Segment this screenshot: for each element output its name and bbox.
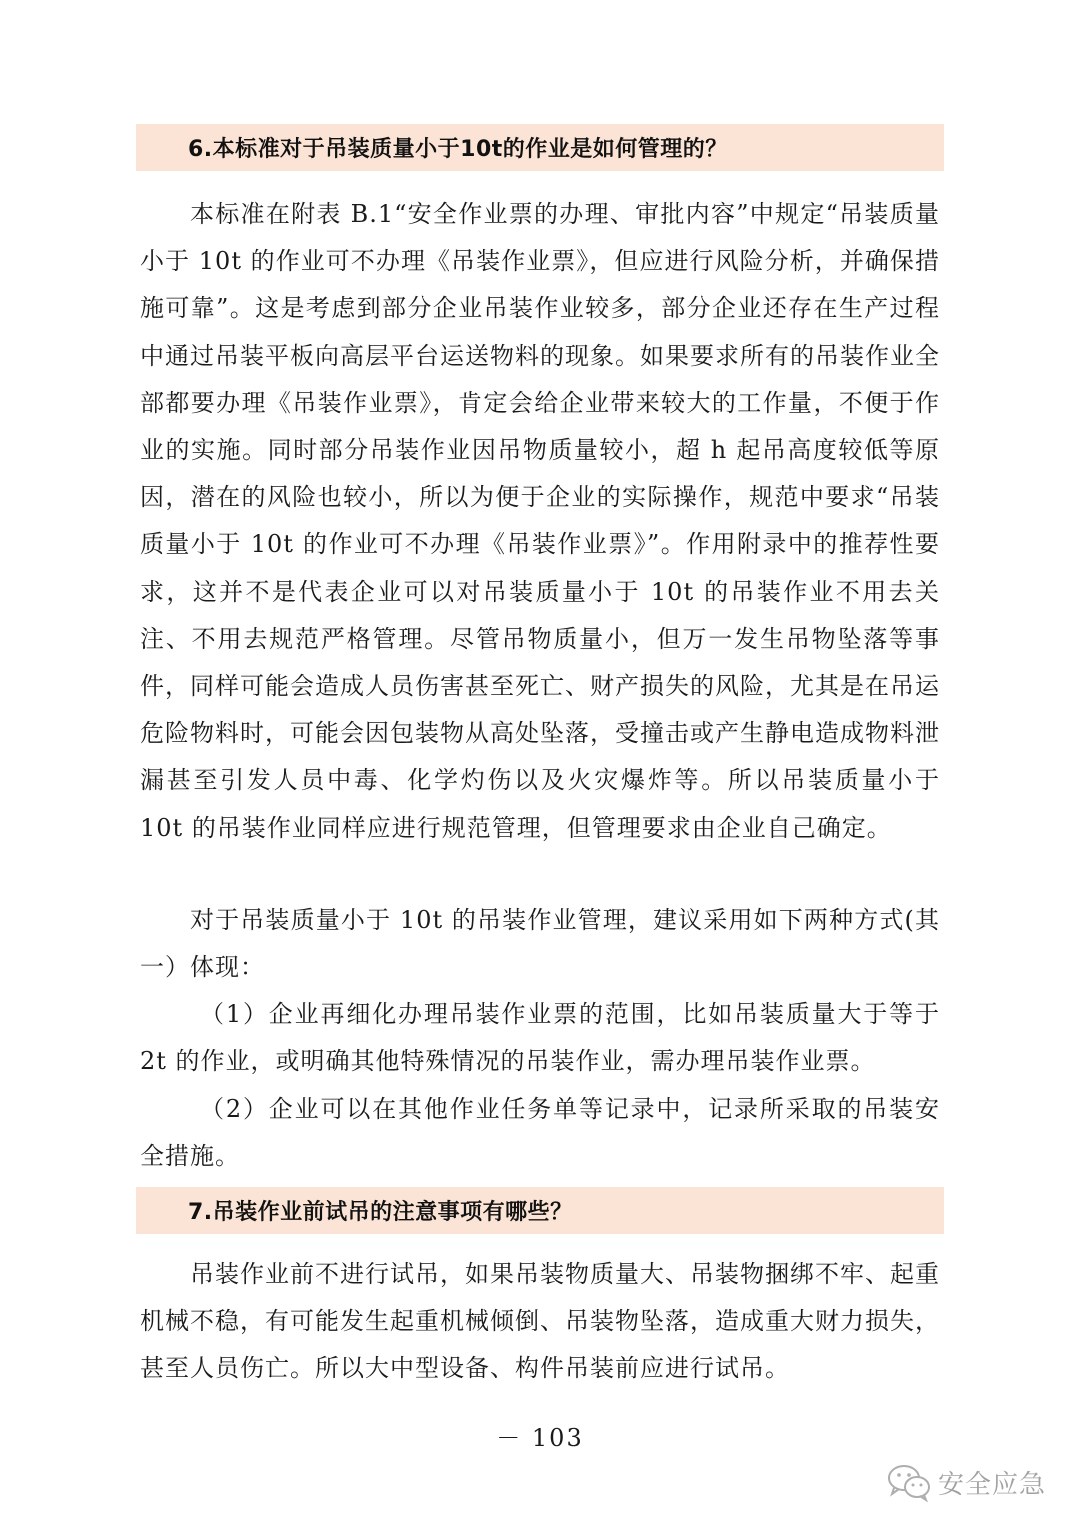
list-item: （2）企业可以在其他作业任务单等记录中，记录所采取的吊装安全措施。 <box>140 1095 940 1171</box>
wechat-icon <box>886 1462 932 1502</box>
section-title: 6.本标准对于吊装质量小于10t的作业是如何管理的？ <box>188 137 728 162</box>
paragraph-body: 吊装作业前不进行试吊，如果吊装物质量大、吊装物捆绑不牢、起重机械不稳，有可能发生起重机械倾倒、吊装物坠落，造成重大财力损失，甚至人员伤亡。所以大中型设备、构件吊装前应进行试吊。 <box>140 1260 940 1383</box>
page-number: － 103 <box>496 1424 584 1452</box>
section-header-6 <box>136 124 944 171</box>
watermark <box>886 1460 1046 1504</box>
watermark-text: 安全应急 <box>938 1469 1047 1500</box>
paragraph-body: 本标准在附表 B.1“安全作业票的办理、审批内容”中规定“吊装质量小于 10t 的作业可不办理《吊装作业票》，但应进行风险分析，并确保措施可靠”。这是考虑到部分企业吊装作业较多，部分企业还存在生产过程中通过吊装平板向高层平台运送物料的现象。如果要求所有的吊装作业全部都要办理《吊装作业票》，肯定会给企业带来较大的工作量，不便于作业的实施。同时部分吊装作业因吊物质量较小，超 h 起吊高度较低等原因，潜在的风险也较小，所以为便于企业的实际操作，规范中要求“吊装质量小于 10t 的作业可不办理《吊装作业票》”。作用附录中的推荐性要求，这并不是代表企业可以对吊装质量小于 10t 的吊装作业不用去关注、不用去规范严格管理。尽管吊物质量小，但万一发生吊物坠落等事件，同样可能会造成人员伤害甚至死亡、财产损失的风险，尤其是在吊运危险物料时，可能会因包装物从高处坠落，受撞击或产生静电造成物料泄漏甚至引发人员中毒、化学灼伤以及火灾爆炸等。所以吊装质量小于 10t 的吊装作业同样应进行规范管理，但管理要求由企业自己确定。 <box>140 200 940 842</box>
section-title: 7.吊装作业前试吊的注意事项有哪些？ <box>188 1200 573 1225</box>
section-header-7 <box>136 1187 944 1234</box>
list-item: （1）企业再细化办理吊装作业票的范围，比如吊装质量大于等于 2t 的作业，或明确其他特殊情况的吊装作业，需办理吊装作业票。 <box>140 1000 940 1076</box>
paragraph-body: 对于吊装质量小于 10t 的吊装作业管理，建议采用如下两种方式(其一）体现： <box>140 906 940 982</box>
